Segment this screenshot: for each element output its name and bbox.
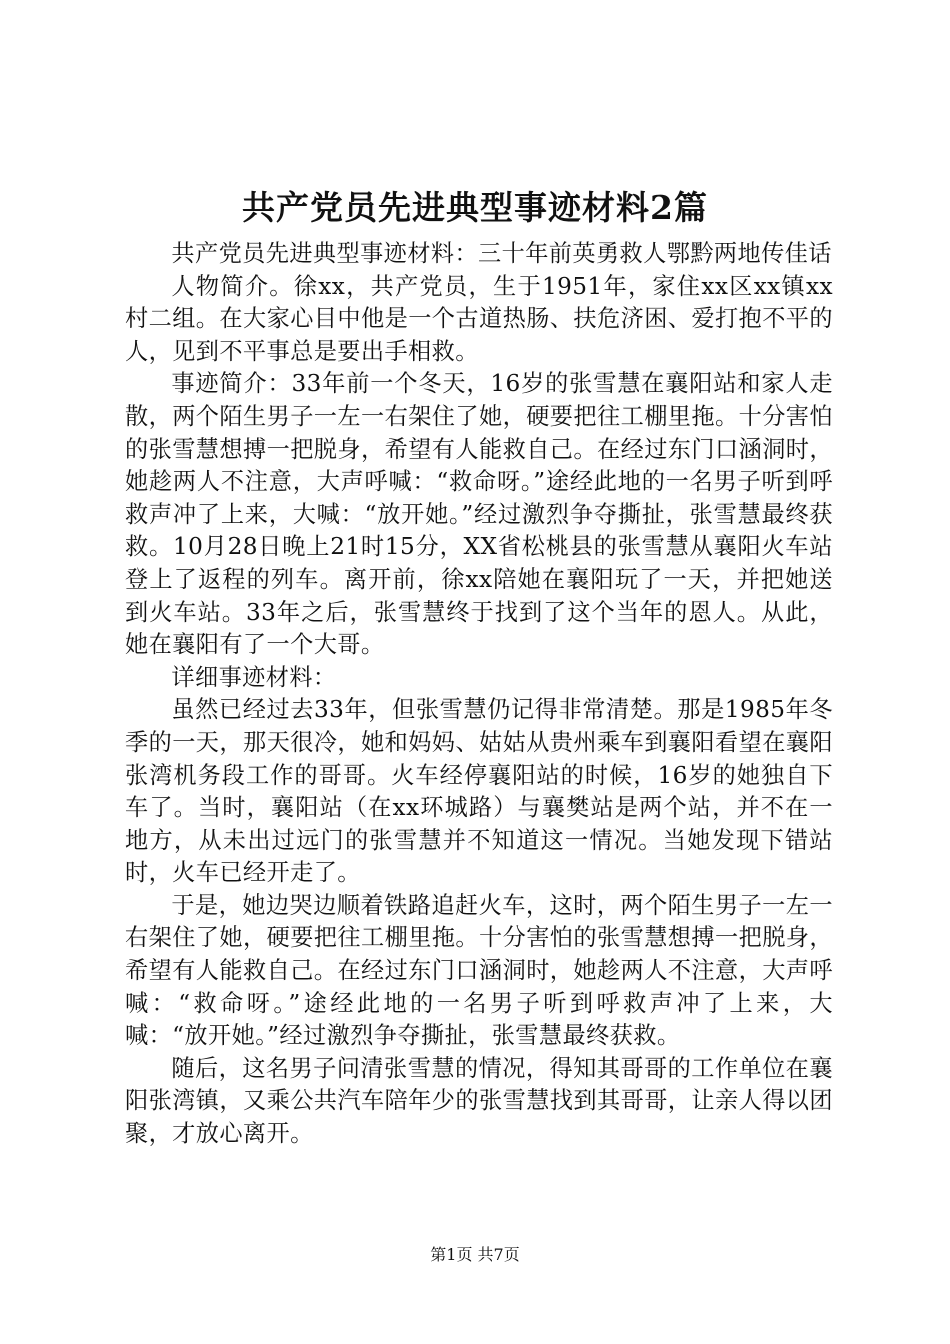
paragraph-summary: 事迹简介：33年前一个冬天，16岁的张雪慧在襄阳站和家人走散，两个陌生男子一左一右架住了她，硬要把往工棚里拖。十分害怕的张雪慧想搏一把脱身，希望有人能救自己。在经过东门口涵洞时，她趁两人不注意，大声呼喊：“救命呀。”途经此地的一名男子听到呼救声冲了上来，大喊：“放开她。”经过激烈争夺撕扯，张雪慧最终获救。10月28日晚上21时15分，XX省松桃县的张雪慧从襄阳火车站登上了返程的列车。离开前，徐xx陪她在襄阳玩了一天，并把她送到火车站。33年之后，张雪慧终于找到了这个当年的恩人。从此，她在襄阳有了一个大哥。 — [125, 370, 833, 659]
paragraph-details-2: 于是，她边哭边顺着铁路追赶火车，这时，两个陌生男子一左一右架住了她，硬要把往工棚里拖。十分害怕的张雪慧想搏一把脱身，希望有人能救自己。在经过东门口涵洞时，她趁两人不注意，大声呼喊：“救命呀。”途经此地的一名男子听到呼救声冲了上来，大喊：“放开她。”经过激烈争夺撕扯，张雪慧最终获救。 — [125, 891, 833, 1050]
page-number-footer: 第1页 共7页 — [430, 1245, 520, 1264]
document-title: 共产党员先进典型事迹材料2篇 — [242, 188, 708, 227]
paragraph-subtitle: 共产党员先进典型事迹材料：三十年前英勇救人鄂黔两地传佳话 — [171, 240, 832, 267]
paragraph-details-3: 随后，这名男子问清张雪慧的情况，得知其哥哥的工作单位在襄阳张湾镇，又乘公共汽车陪年少的张雪慧找到其哥哥，让亲人得以团聚，才放心离开。 — [125, 1054, 833, 1148]
paragraph-profile: 人物简介。徐xx，共产党员，生于1951年，家住xx区xx镇xx村二组。在大家心目中他是一个古道热肠、扶危济困、爱打抱不平的人，见到不平事总是要出手相救。 — [125, 272, 833, 365]
paragraph-details-heading: 详细事迹材料： — [171, 663, 337, 691]
document-body — [125, 238, 833, 1151]
paragraph-details-1: 虽然已经过去33年，但张雪慧仍记得非常清楚。那是1985年冬季的一天，那天很冷，她和妈妈、姑姑从贵州乘车到襄阳看望在襄阳张湾机务段工作的哥哥。火车经停襄阳站的时候，16岁的她独自下车了。当时，襄阳站（在xx环城路）与襄樊站是两个站，并不在一地方，从未出过远门的张雪慧并不知道这一情况。当她发现下错站时，火车已经开走了。 — [125, 696, 833, 887]
